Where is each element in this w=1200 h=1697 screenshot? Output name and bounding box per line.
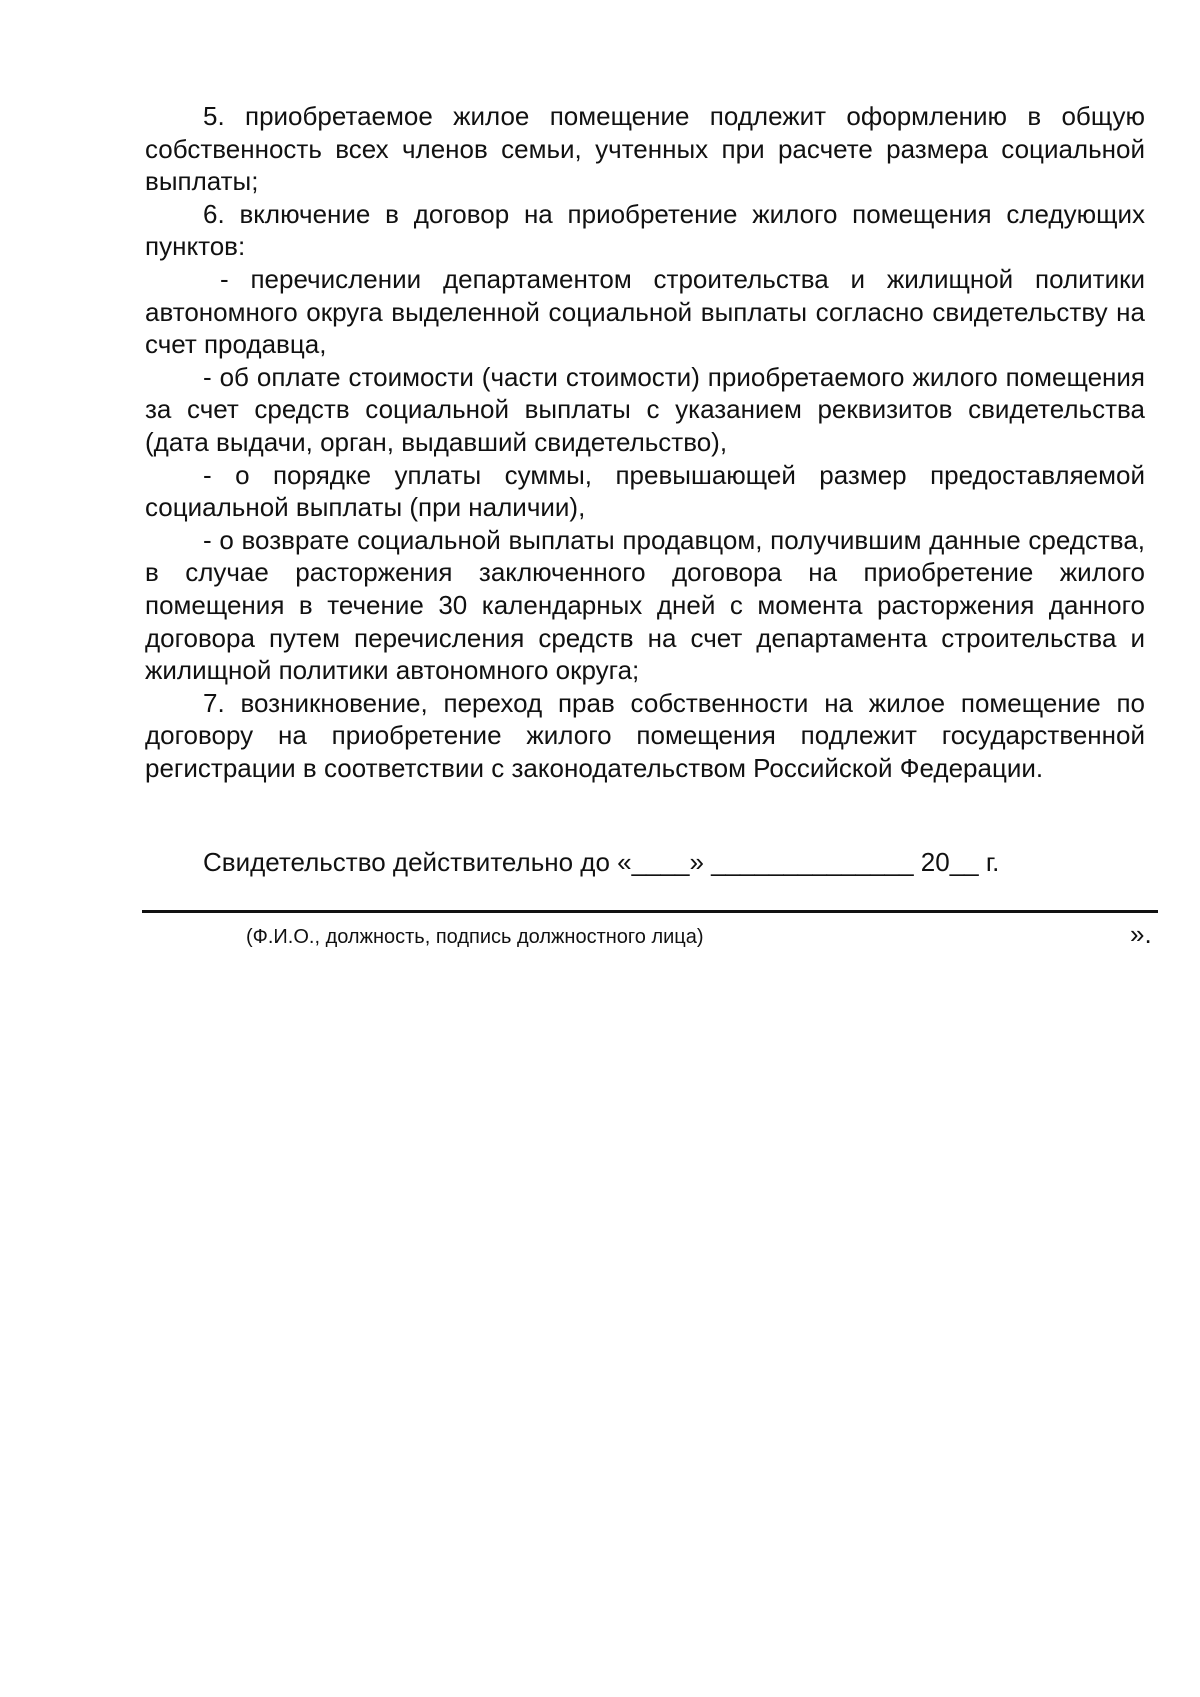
signature-caption: (Ф.И.О., должность, подпись должностного лица) — [246, 926, 704, 948]
paragraph-transfer-clause: - перечислении департаментом строительства и жилищной политики автономного округа выделенной социальной выплаты согласно свидетельству на счет продавца, — [145, 263, 1145, 360]
closing-quote: ». — [1130, 919, 1152, 949]
signature-line — [142, 910, 1158, 913]
paragraph-excess-payment-clause: - о порядке уплаты суммы, превышающей размер предоставляемой социальной выплаты (при наличии), — [145, 459, 1145, 523]
paragraph-item-6: 6. включение в договор на приобретение жилого помещения следующих пунктов: — [145, 198, 1145, 262]
paragraph-payment-clause: - об оплате стоимости (части стоимости) приобретаемого жилого помещения за счет средств социальной выплаты с указанием реквизитов свидетельства (дата выдачи, орган, выдавший свидетельство), — [145, 361, 1145, 457]
paragraph-item-5: 5. приобретаемое жилое помещение подлежит оформлению в общую собственность всех членов семьи, учтенных при расчете размера социальной выплаты; — [145, 101, 1145, 197]
validity-line: Свидетельство действительно до «____» ______________ 20__ г. — [203, 847, 1000, 877]
paragraph-item-7: 7. возникновение, переход прав собственности на жилое помещение по договору на приобретение жилого помещения подлежит государственной регистрации в соответствии с законодательством Российской Федерации. — [145, 687, 1145, 783]
paragraph-refund-clause: - о возврате социальной выплаты продавцом, получившим данные средства, в случае расторжения заключенного договора на приобретение жилого помещения в течение 30 календарных дней с момента расторжения данного договора путем перечисления средств на счет департамента строительства и жилищной политики автономного округа; — [145, 524, 1145, 686]
document-body — [145, 100, 1145, 784]
